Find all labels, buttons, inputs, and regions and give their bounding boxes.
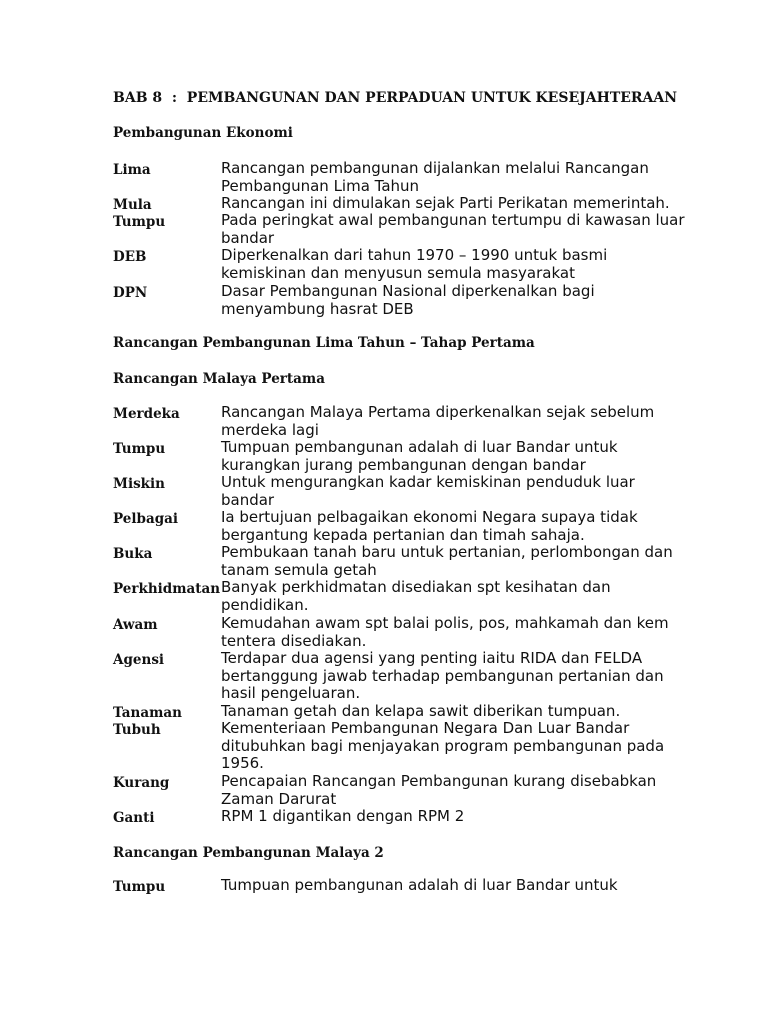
section-heading-rancangan-malaya-pertama: Rancangan Malaya Pertama [113, 371, 325, 387]
entry-description [221, 544, 701, 579]
entry-term: Tumpu [113, 879, 166, 895]
entry-term: Mula [113, 197, 152, 213]
entry-description-line: Zaman Darurat [221, 789, 337, 808]
entry-description [221, 615, 701, 650]
entry-description-line: kurangkan jurang pembangunan dengan bandar [221, 455, 586, 474]
entry-description-line: Diperkenalkan dari tahun 1970 – 1990 untuk basmi [221, 246, 608, 264]
entry-term: Merdeka [113, 406, 180, 422]
entry-description-line: Dasar Pembangunan Nasional diperkenalkan bagi [221, 282, 595, 300]
entry-term: Kurang [113, 775, 170, 791]
entry-term: DPN [113, 285, 148, 301]
entry-description [221, 439, 701, 474]
entry-description-line: Tumpuan pembangunan adalah di luar Bandar untuk [221, 876, 618, 894]
entry-term: Lima [113, 162, 151, 178]
entry-description-line: Pembukaan tanah baru untuk pertanian, perlombongan dan [221, 543, 673, 561]
entry-description-line: bertanggung jawab terhadap pembangunan pertanian dan [221, 666, 664, 685]
entry-term: Tumpu [113, 214, 166, 230]
entry-description-line: Rancangan pembangunan dijalankan melalui Rancangan [221, 159, 649, 177]
entry-description-line: menyambung hasrat DEB [221, 299, 414, 318]
entry-term: Awam [113, 617, 158, 633]
entry-term: Buka [113, 546, 153, 562]
entry-description [221, 160, 701, 195]
entry-description [221, 808, 701, 826]
entry-description-line: Pembangunan Lima Tahun [221, 176, 420, 195]
entry-description [221, 283, 701, 318]
entry-description [221, 579, 701, 614]
entry-description [221, 703, 701, 721]
entry-term: Pelbagai [113, 511, 179, 527]
entry-description [221, 404, 701, 439]
entry-description-line: Rancangan Malaya Pertama diperkenalkan sejak sebelum [221, 403, 655, 421]
entry-description [221, 509, 701, 544]
document-title: BAB 8 : PEMBANGUNAN DAN PERPADUAN UNTUK KESEJAHTERAAN [113, 90, 678, 106]
section-heading-rpl-tahap-pertama: Rancangan Pembangunan Lima Tahun – Tahap Pertama [113, 335, 535, 351]
entry-description-line: Tumpuan pembangunan adalah di luar Bandar untuk [221, 438, 618, 456]
entry-description-line: pendidikan. [221, 595, 309, 614]
entry-description-line: Kementeriaan Pembangunan Negara Dan Luar Bandar [221, 719, 630, 737]
entry-description [221, 720, 701, 773]
entry-description-line: Banyak perkhidmatan disediakan spt kesihatan dan [221, 578, 611, 596]
entry-description-line: Ia bertujuan pelbagaikan ekonomi Negara supaya tidak [221, 508, 638, 526]
entry-description-line: Kemudahan awam spt balai polis, pos, mahkamah dan kem [221, 614, 669, 632]
entry-description-line: tanam semula getah [221, 560, 377, 579]
entry-term: Agensi [113, 652, 165, 668]
entry-description-line: Untuk mengurangkan kadar kemiskinan penduduk luar [221, 473, 635, 491]
entry-description-line: ditubuhkan bagi menjayakan program pembangunan pada [221, 736, 665, 755]
entry-description-line: bergantung kepada pertanian dan timah sahaja. [221, 525, 585, 544]
entry-term: Miskin [113, 476, 165, 492]
entry-description-line: Pada peringkat awal pembangunan tertumpu di kawasan luar [221, 211, 685, 229]
entry-term: DEB [113, 249, 147, 265]
entry-description [221, 773, 701, 808]
entry-term: Perkhidmatan [113, 581, 221, 597]
entry-description [221, 877, 701, 895]
entry-term: Tumpu [113, 441, 166, 457]
entry-description-line: Terdapar dua agensi yang penting iaitu RIDA dan FELDA [221, 649, 643, 667]
entry-description-line: bandar [221, 490, 275, 509]
entry-description-line: tentera disediakan. [221, 631, 367, 650]
entry-description [221, 474, 701, 509]
entry-description [221, 195, 701, 213]
entry-description-line: hasil pengeluaran. [221, 684, 361, 702]
entry-description-line: RPM 1 digantikan dengan RPM 2 [221, 807, 465, 825]
section-heading-pembangunan-ekonomi: Pembangunan Ekonomi [113, 125, 293, 141]
entry-description [221, 212, 701, 247]
entry-description-line: Pencapaian Rancangan Pembangunan kurang disebabkan [221, 772, 657, 790]
entry-description-line: Tanaman getah dan kelapa sawit diberikan tumpuan. [221, 702, 621, 720]
entry-description-line: kemiskinan dan menyusun semula masyarakat [221, 263, 575, 282]
entry-term: Tanaman [113, 705, 182, 721]
entry-description-line: merdeka lagi [221, 420, 319, 439]
entry-description-line: Rancangan ini dimulakan sejak Parti Perikatan memerintah. [221, 194, 670, 212]
entry-description [221, 247, 701, 282]
entry-description-line: 1956. [221, 754, 264, 772]
entry-term: Tubuh [113, 722, 161, 738]
entry-description [221, 650, 701, 703]
section-heading-rancangan-pembangunan-malaya-2: Rancangan Pembangunan Malaya 2 [113, 845, 384, 861]
entry-term: Ganti [113, 810, 155, 826]
entry-description-line: bandar [221, 228, 275, 247]
